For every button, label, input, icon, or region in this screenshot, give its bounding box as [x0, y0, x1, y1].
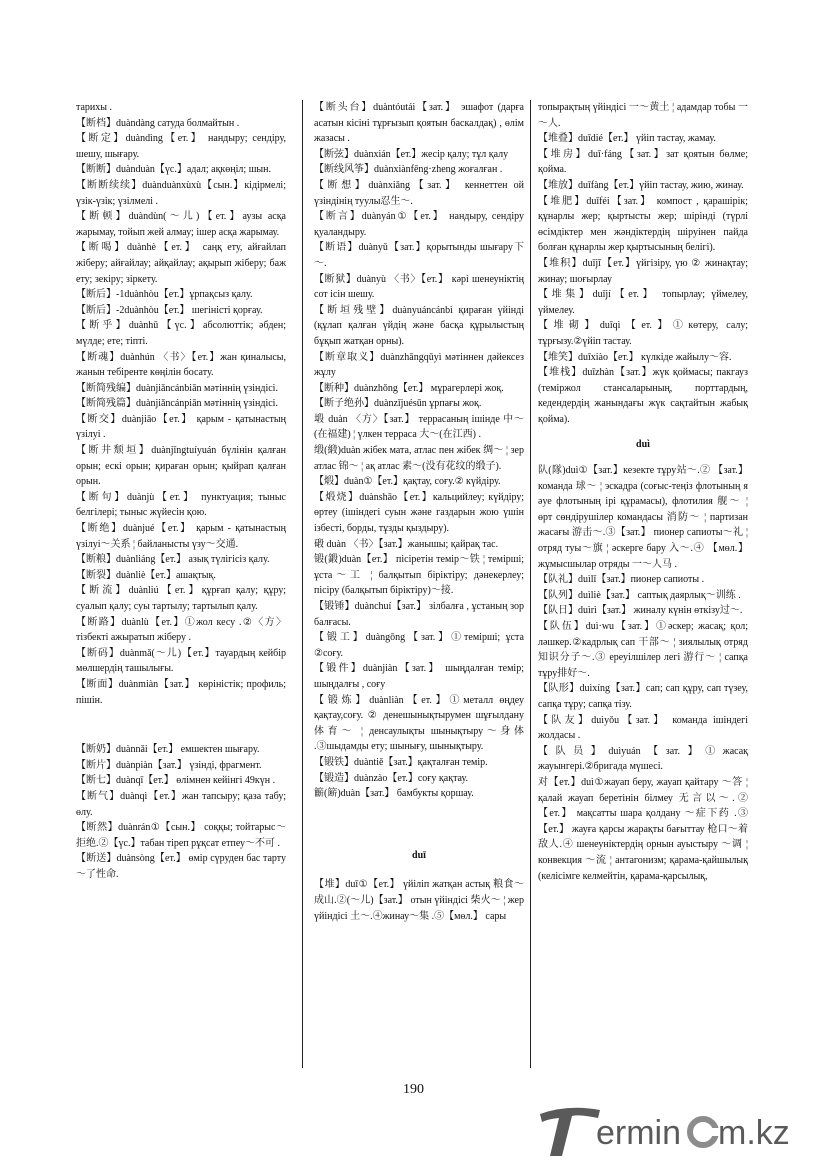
dictionary-entry: 【堆积】duījī【ет.】үйгізіру, үю ② жинақтау; жинау; шоғырлау	[538, 257, 748, 285]
dictionary-entry: 【断垣残壁】duànyuáncánbì қираған үйінді (құлап қалған үйдің және басқа құрылыстың бұқып жатқан орны).	[314, 304, 524, 347]
dictionary-entry: 【断路】duànlù【ет.】①жол кесу .②〈方〉тізбекті ажыратып жіберу .	[76, 616, 286, 644]
dictionary-entry: 塅 duàn 〈方〉【зат.】 террасаның ішінде 中～(在福建) ¦ үлкен терраса 大～(在江西) .	[314, 413, 524, 441]
dictionary-entry: 对【ет.】duì①жауап беру, жауап қайтару ～答 ¦ қалай жауап беретінін білмеу 无言以～.②【ет.】 мақсатты шара қолдану ～症下药 .③【ет.】 жауға қарсы жарақты бағыттау 枪口～着敌人.④ шенеуніктердің орнын ауыстыру ～调 ¦ конвекция ～流 ¦ антагонизм; қарама-қайшылық (келісімге келмейтін, қарама-қарсылық,	[538, 776, 748, 882]
dictionary-entry: 【断断】duànduàn【үс.】адал; ақкөңіл; шын.	[76, 164, 271, 176]
dictionary-entry: 【断狱】duànyù 〈书〉【ет.】 кәрі шенеуніктің сот ісін шешу.	[314, 273, 524, 301]
dictionary-entry: 【堆砌】duīqì【ет.】①көтеру, салу; тұрғызу.②үйіп тастау.	[538, 320, 748, 347]
dictionary-entry: 【断喝】duànhè【ет.】 саңқ ету, айғайлап жіберу; айғайлау; айқайлау; ақырып жіберу; баж ету; зекіру; зіркету.	[76, 242, 286, 285]
dictionary-entry: 碫 duàn 〈书〉【зат.】жанышы; қайрақ тас.	[314, 538, 499, 550]
dictionary-entry: 【断流】duànliú【ет.】құрғап қалу; құру; суалып қалу; суы тартылу; тартылып қалу.	[76, 585, 286, 612]
dictionary-entry: 【队员】duìyuán【зат.】①жасақ жауынгері.②бригада мүшесі.	[538, 745, 748, 773]
dictionary-entry: 【断语】duànyǔ【зат.】қорытынды шығару下～.	[314, 242, 524, 269]
dictionary-entry: 【煅烧】duànshāo【ет.】кальцийлеу; күйдіру; өртеу (ішіндегі суын және газдарын жою үшін ізбесті, борды, тұзды қыздыру).	[314, 491, 524, 535]
dictionary-entry: 【堆集】duījí【ет.】 топырлау; үймелеу, үймелеу.	[538, 289, 748, 316]
dictionary-entry: 【堆叠】duīdié【ет.】 үйіп тастау, жамау.	[538, 133, 716, 145]
entries-group	[538, 463, 748, 884]
dictionary-entry: 【锻造】duànzào【ет.】соғу қақтау.	[314, 772, 468, 784]
dictionary-entry: 【断七】duànqī【ет.】 өлімнен кейінгі 49күн .	[76, 775, 276, 787]
dictionary-entry: 【队形】duìxíng【зат.】сап; сап құру, сап түзеу, сапқа тұру; сапқа тізу.	[538, 683, 748, 710]
dictionary-entry: 【断粮】duànliáng【ет.】 азық түлігісіз қалу.	[76, 554, 270, 566]
entries-group	[314, 877, 524, 924]
dictionary-entry: 【断定】duàndìng【ет.】 нандыру; сендіру, шешу, шығару.	[76, 133, 286, 160]
dictionary-entry: 【断简残篇】duànjiǎncánpiān мәтіннің үзіндісі.	[76, 398, 278, 410]
dictionary-entry: 【锻工】duàngōng【зат.】①темірші; ұста ②соғу.	[314, 632, 524, 659]
logo-text-part2: m.kz	[718, 1114, 790, 1152]
dictionary-entry: топырақтың үйіндісі 一～黄土 ¦ адамдар тобы 一～人.	[538, 102, 748, 129]
dictionary-entry: 【断顿】duàndùn(～儿)【ет.】аузы асқа жарымау, тойып жей алмау; ішер асқа жарымау.	[76, 211, 286, 238]
column-middle	[314, 100, 524, 924]
dictionary-entry: 【断线风筝】duànxiànfēng·zheng жоғалған .	[314, 164, 503, 176]
dictionary-entry: 【煅】duàn①【ет.】қақтау, соғу.② күйдіру.	[314, 476, 501, 488]
blank-line	[76, 718, 286, 732]
dictionary-entry: 【断码】duànmǎ(～儿)【ет.】тауардың кейбір мөлшердің ташылығы.	[76, 647, 286, 675]
dictionary-entry: 【锻炼】duànliàn【ет.】①металл өңдеу қақтау,соғу. ② денешынықтырумен шұғылдану 体育～ ¦ денсаулықты шынықтыру～身体 .③шыдамды ету; шынығу, шынықтыру.	[314, 694, 524, 753]
column-right	[538, 100, 748, 884]
dictionary-entry: тарихы .	[76, 102, 113, 113]
dictionary-entry: 【断井颓垣】duànjǐngtuíyuán бүлінін қалған орын; ескі орын; қираған орын; қыйрап қалған орын.	[76, 445, 286, 488]
dictionary-entry: 【堆肥】duīféi【зат.】 компост , қарашірік; құнарлы жер; қыртысты жер; шірінді (түрлі өсімдіктер мен жәндіктердің шіруінен пайда болған құнарлы жер қыртысының белігі).	[538, 195, 748, 254]
section-heading-dui: duī	[412, 849, 426, 861]
dictionary-entry: 【断后】-1duànhòu【ет.】ұрпақсыз қалу.	[76, 289, 253, 301]
logo-c-glyph	[690, 1119, 720, 1145]
dictionary-entry: 【队列】duìliè【зат.】 саптық даярлық～训练 .	[538, 589, 741, 601]
dictionary-entry: 【队伍】duì·wu【зат.】①әскер; жасақ; қол; ләшкер.②кадрлық сап 干部～ ¦ зиялылық отряд 知识分子～.③ ереуілшілер легі 游行～ ¦ сапқа тұру排好～.	[538, 621, 748, 679]
dictionary-entry: 【锻锤】duànchuí【зат.】 зілбалға , ұстаның зор балғасы.	[314, 601, 524, 628]
dictionary-entry: 【锻铁】duàntiě【зат.】қақталған темір.	[314, 756, 488, 768]
dictionary-entry: 【断面】duànmiàn【зат.】 көріністік; профиль; пішін.	[76, 678, 286, 706]
termincom-logo[interactable]	[538, 1100, 808, 1160]
entries-group	[538, 100, 748, 427]
dictionary-entry: 【断句】duànjù【ет.】 пунктуация; тыныс белгілері; тыныс жүйесін қою.	[76, 491, 286, 519]
dictionary-entry: 【断后】-2duànhòu【ет.】 шегіністі қорғау.	[76, 304, 263, 316]
dictionary-entry: 【断章取义】duànzhāngqǔyì мәтіннен дәйексез жұлу	[314, 351, 524, 379]
dictionary-entry: 【堆】duī①【ет.】 үйіліп жатқан астық 粮食～成山.②(～儿)【зат.】 отын үйіндісі 柴火～ ¦ жер үйіндісі 土～.④жинау～集 .⑤【мөл.】 сары	[314, 879, 524, 922]
dictionary-entry: 【断奶】duànnǎi【ет.】 емшектен шығару.	[76, 744, 260, 756]
section-heading-dui-tone: duì	[636, 439, 650, 451]
dictionary-entry: 【堆笑】duīxiào【ет.】 күлкіде жайылу～容.	[538, 351, 732, 363]
dictionary-entry: 【断档】duàndàng сатуда болмайтын .	[76, 117, 240, 129]
page-number: 190	[403, 1082, 424, 1097]
dictionary-entry: 【断片】duànpiàn【зат.】 үзінді, фрагмент.	[76, 759, 262, 771]
dictionary-entry: 【断交】duànjiāo【ет.】 қарым - қатынастың үзілуі .	[76, 413, 286, 441]
dictionary-entry: 【断送】duànsòng【ет.】 өмір сүруден бас тарту～了性命.	[76, 853, 286, 880]
column-divider	[530, 100, 531, 1068]
dictionary-entry: 【断气】duànqì【ет.】жан тапсыру; қаза табу; өлу.	[76, 790, 286, 818]
dictionary-entry: 【断种】duànzhǒng【ет.】 мұрагерлері жоқ.	[314, 382, 504, 394]
dictionary-entry: 【队礼】duìlǐ【зат.】пионер сапиоты .	[538, 574, 705, 586]
logo-t-glyph	[540, 1108, 600, 1156]
dictionary-entry: 【锻件】duànjiàn【зат.】 шыңдалған темір; шыңдалғы , соғу	[314, 663, 524, 690]
dictionary-entry: 【断子绝孙】duànzǐjuésūn ұрпағы жоқ.	[314, 398, 482, 410]
dictionary-entry: 【断言】duànyán①【ет.】 нандыру, сендіру қуаландыру.	[314, 211, 524, 238]
dictionary-entry: 【堆栈】duīzhàn【зат.】жүк қоймасы; пакгауз (теміржол стансаларының, порттардың, кедендердің жанындағы жүк сақтайтын жабық қойма).	[538, 367, 748, 425]
entries-group	[314, 100, 524, 802]
dictionary-entry: 【断绝】duànjué【ет.】 қарым - қатынастың үзілуі～关系 ¦ байланысты үзу～交通.	[76, 523, 286, 550]
dictionary-entry: 锻(鍛)duàn【ет.】 пісіретін темір～铁 ¦ темірші; ұста～工 ¦ балқытып біріктіру; дәнекерлеу; пісіру (балқытып біріктіру)～接.	[314, 554, 524, 597]
dictionary-entry: 【队日】duìrì【зат.】 жиналу күнін өткізу过～.	[538, 605, 743, 617]
column-divider	[302, 100, 303, 1068]
dictionary-entry: 【堆房】duī·fáng【зат.】зат қоятын бөлме; қойма.	[538, 148, 748, 176]
dictionary-entry: 【队友】duìyǒu【зат.】 команда ішіндегі жолдасы .	[538, 714, 748, 742]
dictionary-entry: 缎(緞)duàn жібек мата, атлас пен жібек 绸～ ¦ зер атлас 锦～ ¦ ақ атлас 素～(没有花纹的缎子).	[314, 445, 524, 472]
dictionary-entry: 【断裂】duànliè【ет.】ашақтық.	[76, 569, 216, 581]
dictionary-entry: 【断头台】duàntóutái【зат.】 эшафот (дарға асатын кісіні тұрғызып қоятын баскалдақ) , өлім жазасы .	[314, 102, 524, 145]
dictionary-entry: 【断简残编】duànjiǎncánbiān мәтіннің үзіндісі.	[76, 382, 278, 394]
dictionary-entry: 【断然】duànrán①【сын.】 соққы; тойтарыс～拒绝.②【үс.】табан тіреп рұқсат етпеу～不可 .	[76, 822, 286, 849]
logo-text-part1: ermin	[596, 1114, 682, 1152]
dictionary-entry: 队(隊)duì①【зат.】кезекте тұру站～.② 【зат.】 команда 球～ ¦ эскадра (соғыс-теңіз флотының я әуе флотының ірі құрамасы), флотилия 舰～ ¦ өрт сөндірушілер командасы 消防～ ¦ партизан жасағы 游击～.③【зат.】 пионер сапиоты～礼 ¦ отряд туы～旗 ¦ әскерге бару 入～.④ 【мөл.】 жұмысшылар отряды 一～人马 .	[538, 465, 748, 570]
dictionary-entry: 【断想】duànxiǎng【зат.】 кеннеттен ой үзіндінің туулы忍生～.	[314, 179, 524, 207]
dictionary-entry: 【断乎】duànhū【үс.】абсолюттік; әбден; мүлде; ете; тіпті.	[76, 320, 286, 347]
dictionary-entry: 【断断续续】duànduànxùxù【сын.】кідірмелі; үзік-үзік; үзілмелі .	[76, 179, 286, 207]
dictionary-entry: 籪(簖)duàn【зат.】 бамбукты қоршау.	[314, 788, 474, 800]
dictionary-entry: 【断魂】duànhún 〈书〉【ет.】жан қиналысы, жанын тебіренте көңілін босату.	[76, 351, 286, 379]
column-left	[76, 100, 286, 883]
dictionary-entry: 【断弦】duànxián【ет.】жесір қалу; тұл қалу	[314, 148, 509, 160]
dictionary-entry: 【堆放】duīfàng【ет.】үйіп тастау, жию, жинау.	[538, 179, 744, 191]
